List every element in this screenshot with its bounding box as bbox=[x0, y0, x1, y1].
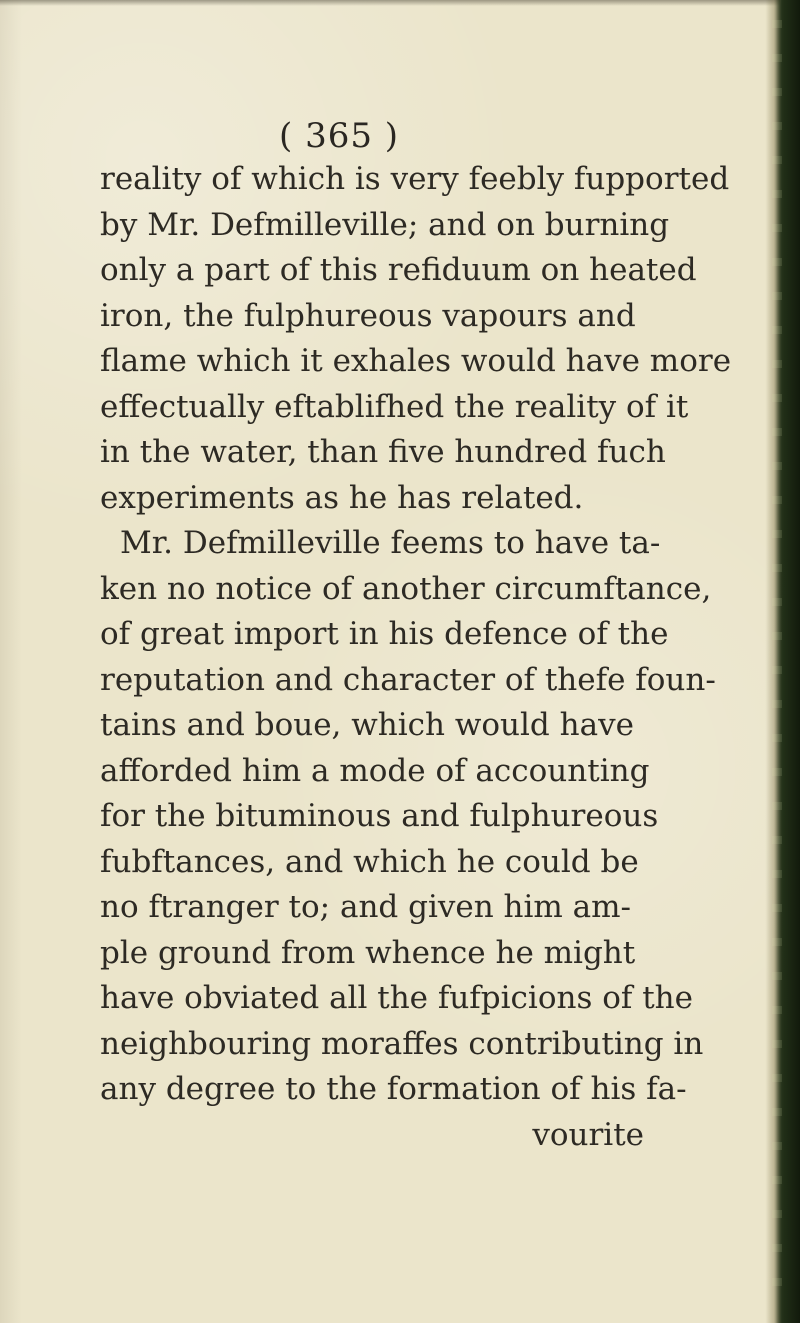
binding-marks bbox=[772, 20, 782, 1300]
page-number: ( 365 ) bbox=[279, 116, 400, 156]
text-line-10: ken no notice of another circumftance, bbox=[100, 570, 712, 607]
text-line-11: of great import in his defence of the bbox=[100, 616, 669, 652]
text-line-7: in the water, than five hundred fuch bbox=[100, 434, 666, 470]
body-text bbox=[100, 157, 732, 1158]
text-line-6: effectually eftablifhed the reality of it bbox=[100, 388, 689, 425]
text-line-12: reputation and character of thefe foun- bbox=[100, 661, 716, 698]
text-line-3: only a part of this refiduum on heated bbox=[100, 252, 697, 288]
text-line-4: iron, the fulphureous vapours and bbox=[100, 297, 636, 334]
text-line-15: for the bituminous and fulphureous bbox=[100, 798, 659, 834]
text-line-17: no ftranger to; and given him am- bbox=[100, 889, 632, 925]
text-line-21: any degree to the formation of his fa- bbox=[100, 1071, 687, 1107]
text-line-1: reality of which is very feebly fupported bbox=[100, 161, 730, 197]
text-line-2: by Mr. Defmilleville; and on burning bbox=[100, 206, 670, 243]
top-shadow bbox=[0, 0, 780, 6]
catchword: vourite bbox=[532, 1116, 644, 1153]
text-line-18: ple ground from whence he might bbox=[100, 934, 636, 971]
text-line-13: tains and boue, which would have bbox=[100, 707, 634, 743]
text-line-9: Mr. Defmilleville feems to have ta- bbox=[120, 525, 661, 561]
text-line-5: flame which it exhales would have more bbox=[100, 343, 732, 379]
text-line-14: afforded him a mode of accounting bbox=[100, 752, 650, 789]
text-line-16: fubftances, and which he could be bbox=[100, 843, 639, 880]
text-line-20: neighbouring moraffes contributing in bbox=[100, 1025, 704, 1062]
text-line-8: experiments as he has related. bbox=[100, 479, 584, 516]
text-line-19: have obviated all the fufpicions of the bbox=[100, 980, 693, 1016]
